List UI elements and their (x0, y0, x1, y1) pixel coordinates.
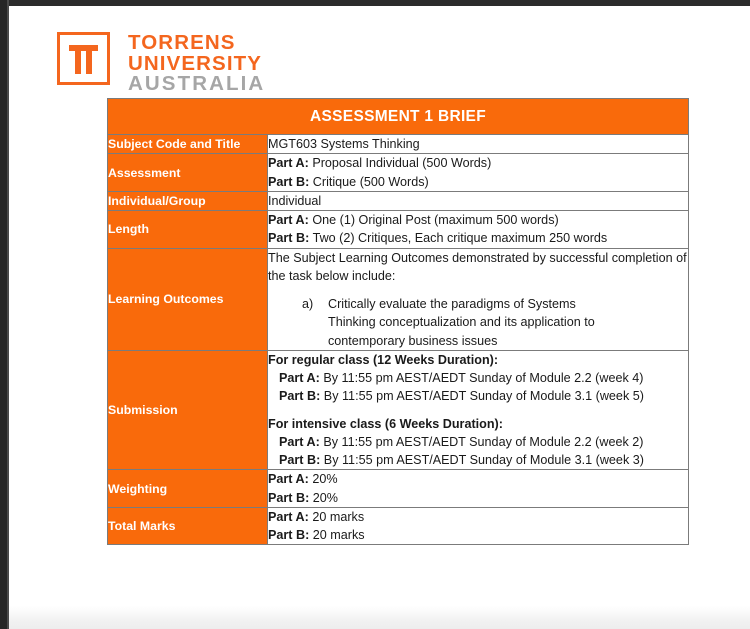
weighting-part-a-line (268, 470, 688, 488)
row-value-subject (268, 135, 689, 154)
total-marks-part-b-value: 20 marks (309, 528, 365, 542)
total-marks-part-a-line (268, 508, 688, 526)
length-part-a-key: Part A: (268, 213, 309, 227)
table-row-learning-outcomes (108, 248, 689, 350)
viewer-left-edge (0, 0, 9, 629)
list-item (268, 295, 688, 350)
submission-intensive-part-b-value: By 11:55 pm AEST/AEDT Sunday of Module 3.1 (week 3) (320, 453, 644, 467)
row-label-submission: Submission (108, 350, 268, 470)
submission-regular-part-a-key: Part A: (279, 371, 320, 385)
row-label-assessment: Assessment (108, 154, 268, 192)
submission-intensive-part-a-value: By 11:55 pm AEST/AEDT Sunday of Module 2.2 (week 2) (319, 434, 644, 449)
length-part-b-value: Two (2) Critiques, Each critique maximum 250 words (309, 231, 608, 246)
logo-line-australia: AUSTRALIA (128, 72, 266, 95)
row-value-individual-group (268, 191, 689, 210)
weighting-part-a-key: Part A: (268, 472, 309, 487)
torrens-tt-monogram-icon (57, 32, 110, 85)
logo-line-torrens: TORRENS (128, 31, 236, 54)
row-value-weighting (268, 470, 689, 508)
learning-outcome-a-text: Critically evaluate the paradigms of Systems Thinking conceptualization and its application to contemporary business issues (328, 297, 595, 348)
length-part-b-line (268, 229, 688, 247)
submission-regular-heading: For regular class (12 Weeks Duration): (268, 352, 499, 367)
table-row-assessment (108, 154, 689, 192)
total-marks-part-b-key: Part B: (268, 528, 310, 542)
submission-regular-part-b-key: Part B: (279, 389, 321, 404)
assessment-brief-banner-title: ASSESSMENT 1 BRIEF (108, 99, 689, 135)
weighting-part-b-key: Part B: (268, 490, 310, 505)
submission-spacer (268, 406, 688, 415)
document-page (9, 6, 750, 629)
length-part-b-key: Part B: (268, 231, 310, 246)
submission-regular-part-a (268, 369, 688, 387)
page-bottom-fade (9, 606, 750, 629)
length-part-a-line (268, 211, 688, 229)
table-row-total-marks (108, 507, 689, 545)
assessment-part-b-value: Critique (500 Words) (309, 174, 429, 189)
submission-regular-part-b-value: By 11:55 pm AEST/AEDT Sunday of Module 3.1 (week 5) (320, 389, 644, 404)
submission-regular-part-a-value: By 11:55 pm AEST/AEDT Sunday of Module 2.2 (week 4) (319, 371, 644, 385)
row-value-learning-outcomes (268, 248, 689, 350)
learning-outcomes-intro: The Subject Learning Outcomes demonstrated by successful completion of the task below include: (268, 250, 687, 283)
row-label-learning-outcomes: Learning Outcomes (108, 248, 268, 350)
assessment-brief-table (107, 98, 689, 545)
table-row-length (108, 211, 689, 249)
row-value-submission (268, 350, 689, 470)
weighting-part-b-value: 20% (309, 490, 339, 505)
row-label-weighting: Weighting (108, 470, 268, 508)
submission-intensive-part-a-key: Part A: (279, 434, 320, 449)
assessment-part-a-key: Part A: (268, 156, 309, 171)
assessment-part-a-value: Proposal Individual (500 Words) (308, 156, 492, 171)
row-label-length: Length (108, 211, 268, 249)
torrens-university-logo (57, 32, 265, 95)
total-marks-part-a-key: Part A: (268, 509, 309, 524)
submission-intensive-heading: For intensive class (6 Weeks Duration): (268, 416, 503, 431)
subject-title-text: MGT603 Systems Thinking (268, 137, 420, 151)
row-label-individual-group: Individual/Group (108, 191, 268, 210)
assessment-part-a-line (268, 154, 688, 172)
weighting-part-b-line (268, 489, 688, 507)
total-marks-part-a-value: 20 marks (308, 509, 365, 524)
assessment-part-b-key: Part B: (268, 174, 310, 189)
monogram-stem-right (86, 45, 92, 74)
logo-line-university: UNIVERSITY (128, 51, 263, 75)
learning-outcomes-list (268, 295, 688, 350)
monogram-stem-left (75, 45, 81, 74)
length-part-a-value: One (1) Original Post (maximum 500 words) (308, 213, 559, 227)
table-row-individual-group (108, 191, 689, 210)
table-row-banner (108, 99, 689, 135)
submission-intensive-part-b (268, 451, 688, 469)
monogram-crossbar (69, 45, 98, 51)
assessment-part-b-line (268, 173, 688, 191)
learning-outcome-a-marker: a) (302, 297, 314, 311)
logo-wordmark (128, 32, 265, 95)
row-value-total-marks (268, 507, 689, 545)
row-value-length (268, 211, 689, 249)
weighting-part-a-value: 20% (308, 472, 338, 487)
row-value-assessment (268, 154, 689, 192)
row-label-subject: Subject Code and Title (108, 135, 268, 154)
individual-group-text: Individual (268, 193, 322, 208)
row-label-total-marks: Total Marks (108, 507, 268, 545)
submission-regular-part-b (268, 387, 688, 405)
table-row-submission (108, 350, 689, 470)
submission-intensive-part-b-key: Part B: (279, 453, 321, 467)
total-marks-part-b-line (268, 526, 688, 544)
submission-intensive-part-a (268, 433, 688, 451)
table-row-subject (108, 135, 689, 154)
table-row-weighting (108, 470, 689, 508)
